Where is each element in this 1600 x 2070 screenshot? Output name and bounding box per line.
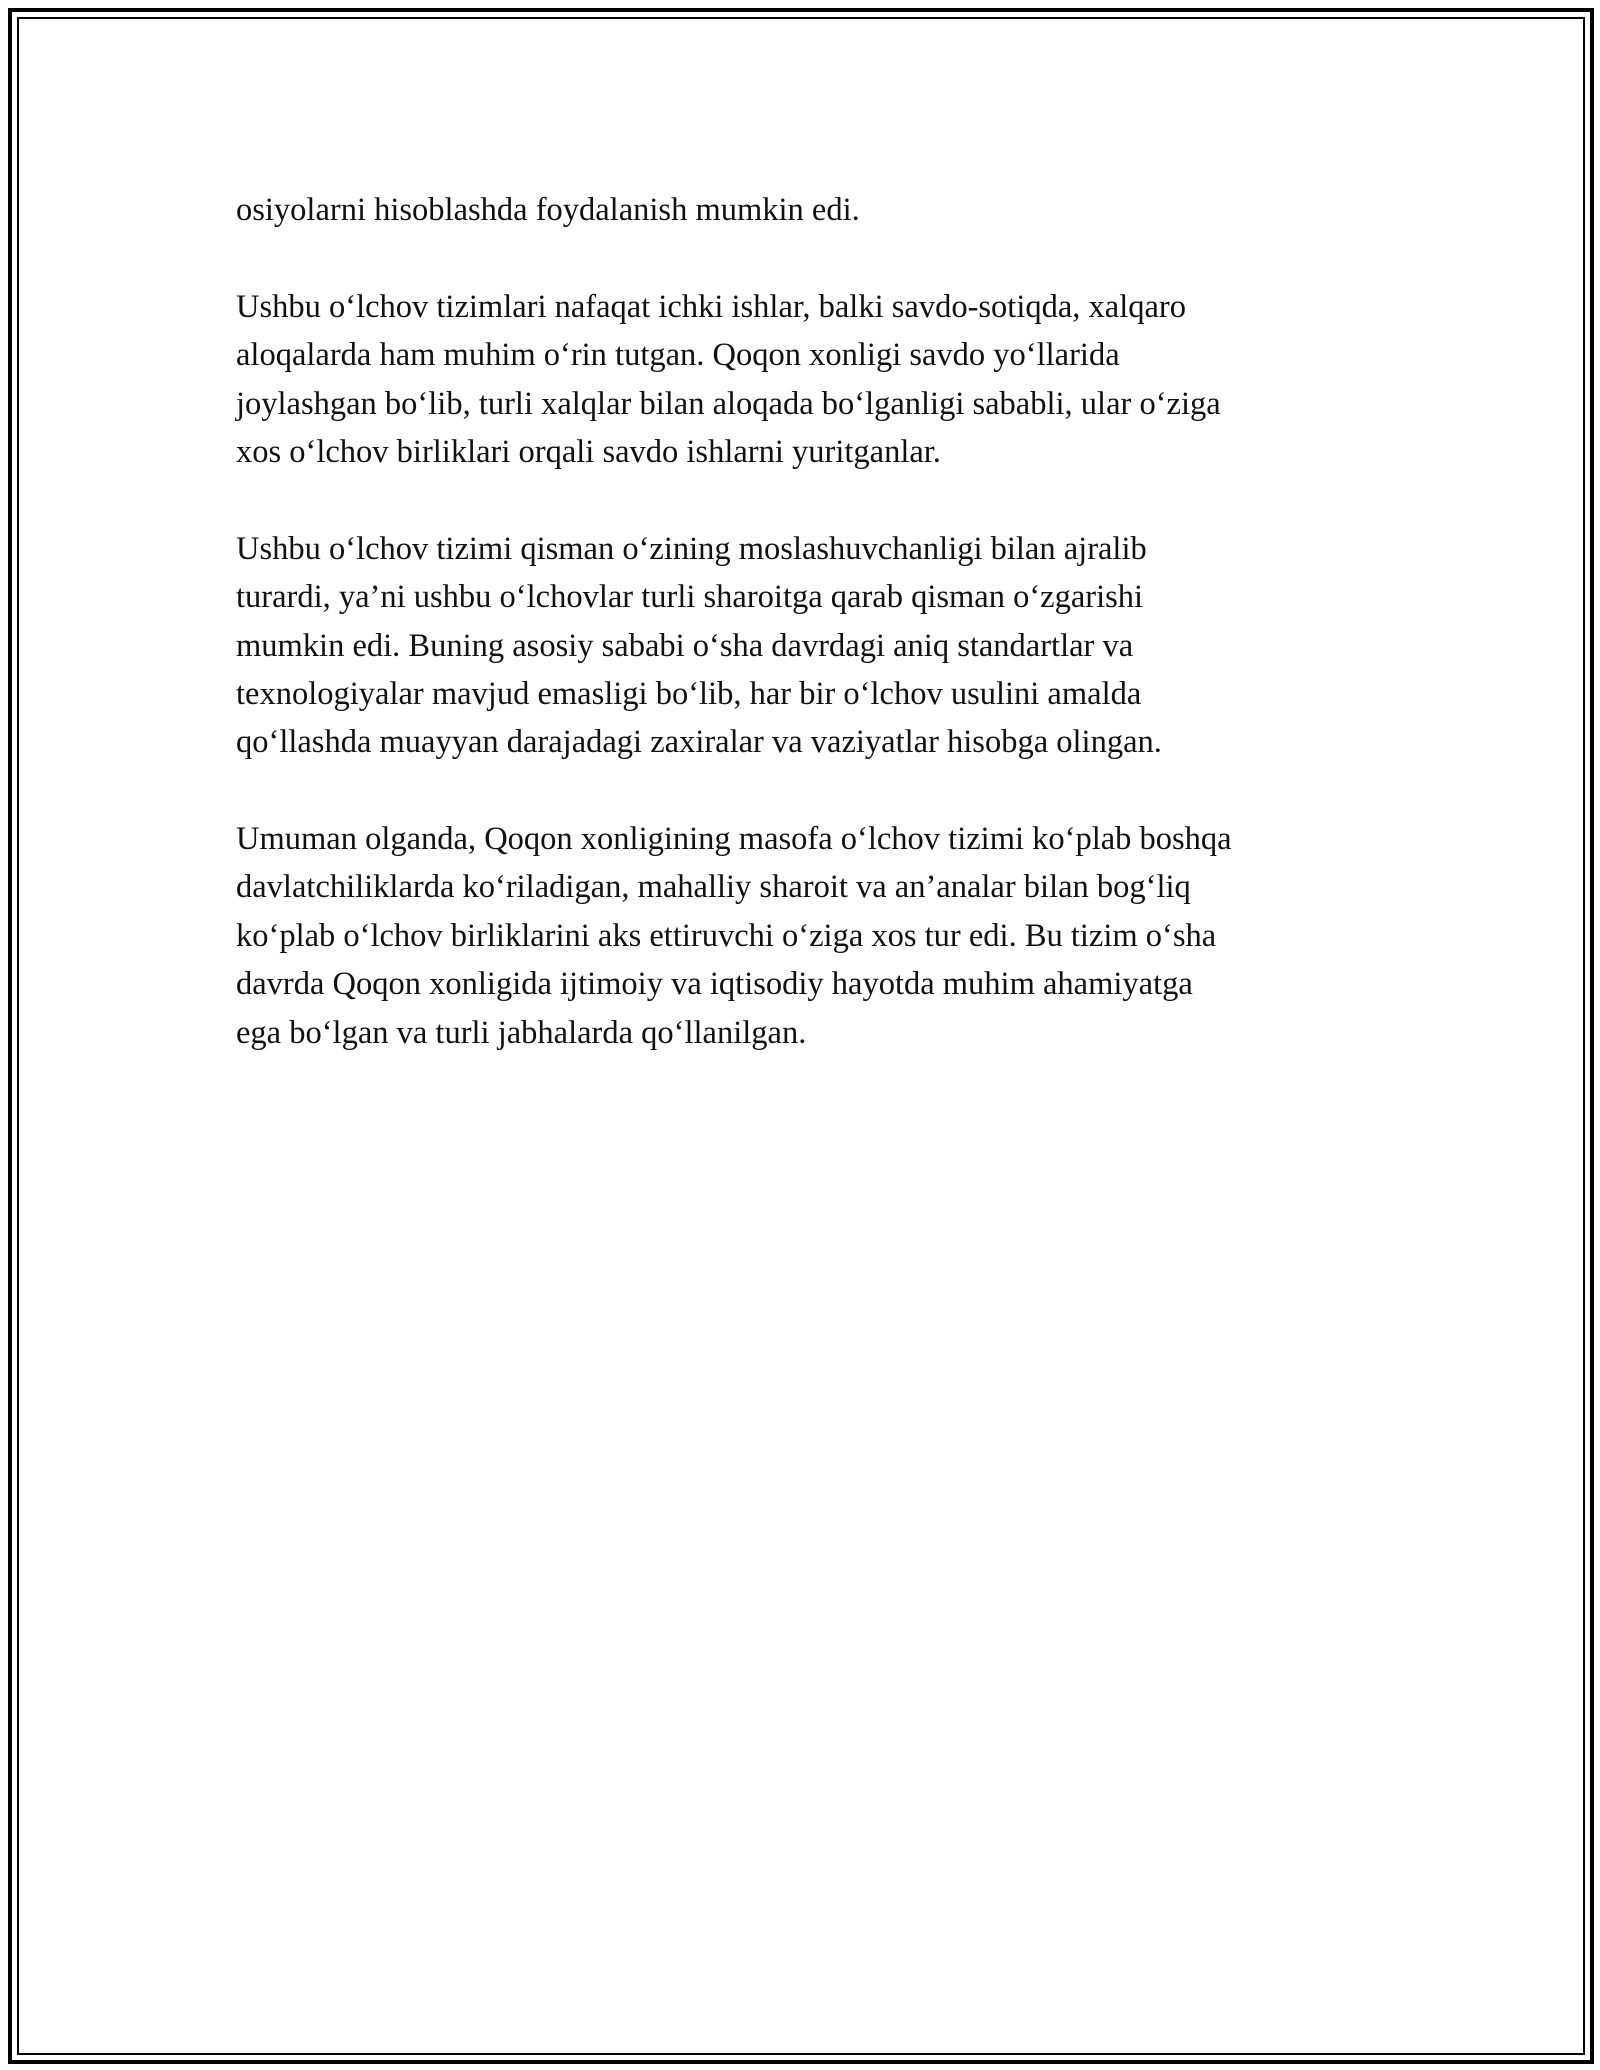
paragraph-4 xyxy=(236,815,1416,1057)
paragraph-1 xyxy=(236,186,1416,234)
text-line: aloqalarda ham muhim o‘rin tutgan. Qoqon xonligi savdo yo‘llarida xyxy=(236,337,1120,374)
text-line: davlatchiliklarda ko‘riladigan, mahalliy sharoit va an’analar bilan bog‘liq xyxy=(236,869,1191,906)
text-line: davrda Qoqon xonligida ijtimoiy va iqtisodiy hayotda muhim ahamiyatga xyxy=(236,966,1193,1003)
text-line: ko‘plab o‘lchov birliklarini aks ettiruvchi o‘ziga xos tur edi. Bu tizim o‘sha xyxy=(236,917,1217,954)
text-line: mumkin edi. Buning asosiy sababi o‘sha davrdagi aniq standartlar va xyxy=(236,627,1134,664)
text-line: joylashgan bo‘lib, turli xalqlar bilan aloqada bo‘lganligi sababli, ular o‘ziga xyxy=(236,385,1221,422)
text-line: osiyolarni hisoblashda foydalanish mumkin edi. xyxy=(236,192,860,228)
text-line: xos o‘lchov birliklari orqali savdo ishlarni yuritganlar. xyxy=(236,433,941,470)
text-line: turardi, ya’ni ushbu o‘lchovlar turli sharoitga qarab qisman o‘zgarishi xyxy=(236,579,1144,616)
text-line: texnologiyalar mavjud emasligi bo‘lib, har bir o‘lchov usulini amalda xyxy=(236,675,1142,712)
text-line: ega bo‘lgan va turli jabhalarda qo‘llanilgan. xyxy=(236,1014,807,1051)
paragraph-3 xyxy=(236,525,1416,767)
text-line: qo‘llashda muayyan darajadagi zaxiralar va vaziyatlar hisobga olingan. xyxy=(236,724,1162,761)
text-line: Ushbu o‘lchov tizimi qisman o‘zining moslashuvchanligi bilan ajralib xyxy=(236,530,1147,567)
text-line: Ushbu o‘lchov tizimlari nafaqat ichki ishlar, balki savdo-sotiqda, xalqaro xyxy=(236,288,1186,325)
text-line: Umuman olganda, Qoqon xonligining masofa o‘lchov tizimi ko‘plab boshqa xyxy=(236,821,1232,858)
document-body xyxy=(236,186,1416,1105)
paragraph-2 xyxy=(236,283,1416,477)
